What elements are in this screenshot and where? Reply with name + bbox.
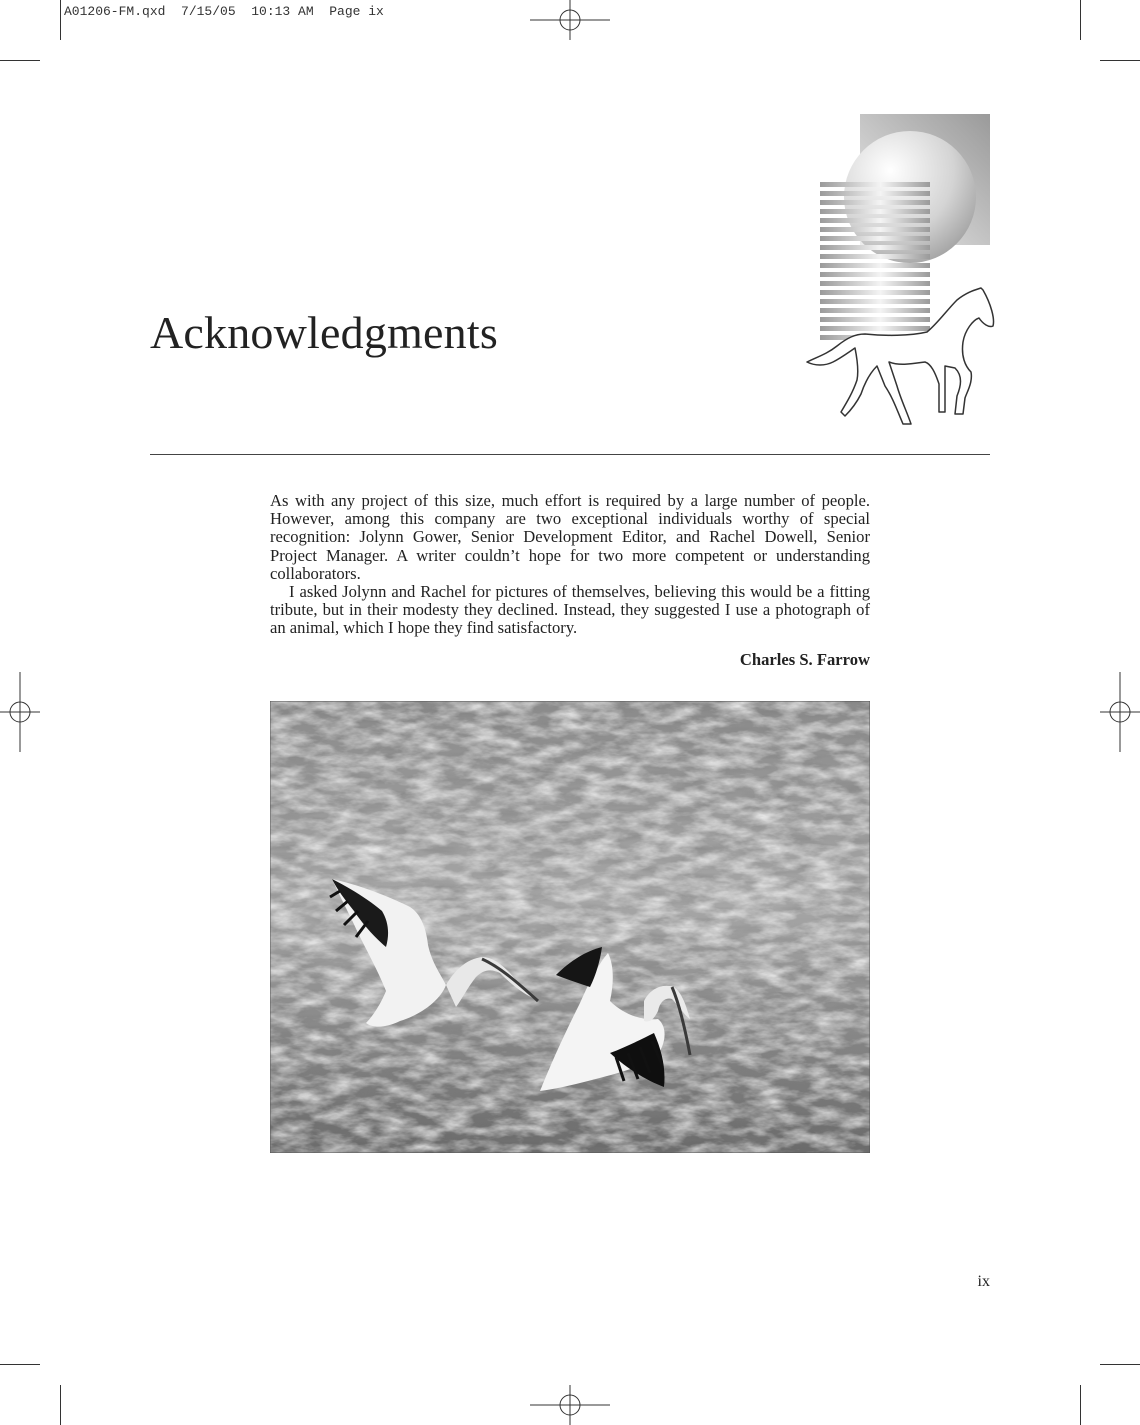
paragraph: I asked Jolynn and Rachel for pictures of themselves, believing this would be a fitting tribute, but in their modesty they declined. Instead, they suggested I use a photograph of an animal, which I hope they find satisfactory. — [270, 582, 870, 638]
crop-mark — [1100, 60, 1140, 61]
page-title: Acknowledgments — [150, 307, 498, 358]
paragraph: As with any project of this size, much effort is required by a large number of people. However, among this company are two exceptional individuals worthy of special recognition: Jolynn Gower, Senior Development Editor, and Rachel Dowell, Senior Project Manager. A writer couldn’t hope for two more competent or understanding collaborators. — [270, 491, 870, 583]
crop-mark — [0, 60, 40, 61]
crop-mark — [60, 0, 61, 40]
crop-mark — [60, 1385, 61, 1425]
printer-slug: A01206-FM.qxd 7/15/05 10:13 AM Page ix — [64, 4, 384, 19]
crop-mark — [1080, 1385, 1081, 1425]
title-rule — [150, 454, 990, 455]
horse-emblem-icon — [805, 114, 1000, 429]
author-signature: Charles S. Farrow — [739, 650, 870, 669]
registration-mark-icon — [1100, 672, 1140, 752]
crop-mark — [1080, 0, 1081, 40]
acknowledgment-text — [270, 492, 870, 638]
registration-mark-icon — [530, 0, 610, 40]
page-number: ix — [977, 1273, 990, 1290]
registration-mark-icon — [530, 1385, 610, 1425]
registration-mark-icon — [0, 672, 40, 752]
crop-mark — [0, 1364, 40, 1365]
crop-mark — [1100, 1364, 1140, 1365]
pelicans-photo — [270, 701, 870, 1153]
